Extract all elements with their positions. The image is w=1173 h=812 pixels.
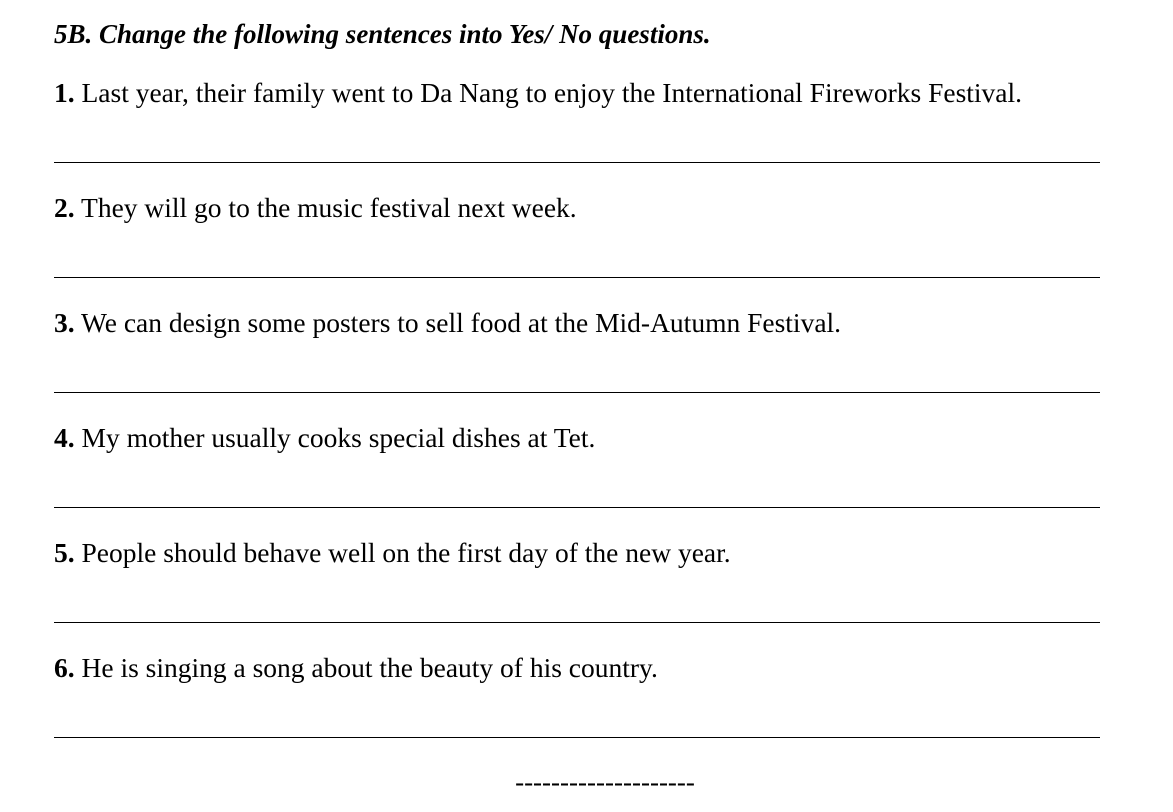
exercise-heading: 5B. Change the following sentences into Yes/ No questions. xyxy=(54,19,711,49)
item-sentence: People should behave well on the first day of the new year. xyxy=(81,537,731,568)
exercise-item-5 xyxy=(54,535,1164,571)
item-sentence: We can design some posters to sell food at the Mid-Autumn Festival. xyxy=(81,307,842,338)
item-number: 4. xyxy=(54,422,75,453)
item-number: 3. xyxy=(54,307,75,338)
item-sentence: He is singing a song about the beauty of his country. xyxy=(81,652,658,683)
item-number: 5. xyxy=(54,537,75,568)
exercise-item-2 xyxy=(54,190,1164,226)
exercise-item-3 xyxy=(54,305,1164,341)
exercise-item-4 xyxy=(54,420,1164,456)
answer-line[interactable] xyxy=(54,737,1100,738)
answer-line[interactable] xyxy=(54,162,1100,163)
answer-line[interactable] xyxy=(54,507,1100,508)
answer-line[interactable] xyxy=(54,277,1100,278)
item-number: 1. xyxy=(54,77,75,108)
item-sentence: Last year, their family went to Da Nang to enjoy the International Fireworks Festival. xyxy=(81,77,1023,108)
item-sentence: They will go to the music festival next week. xyxy=(81,192,577,223)
exercise-item-1 xyxy=(54,75,1164,111)
answer-line[interactable] xyxy=(54,392,1100,393)
answer-line[interactable] xyxy=(54,622,1100,623)
end-of-section-mark: -------------------- xyxy=(515,767,695,797)
exercise-item-6 xyxy=(54,650,1164,686)
item-sentence: My mother usually cooks special dishes at Tet. xyxy=(81,422,596,453)
item-number: 6. xyxy=(54,652,75,683)
item-number: 2. xyxy=(54,192,75,223)
